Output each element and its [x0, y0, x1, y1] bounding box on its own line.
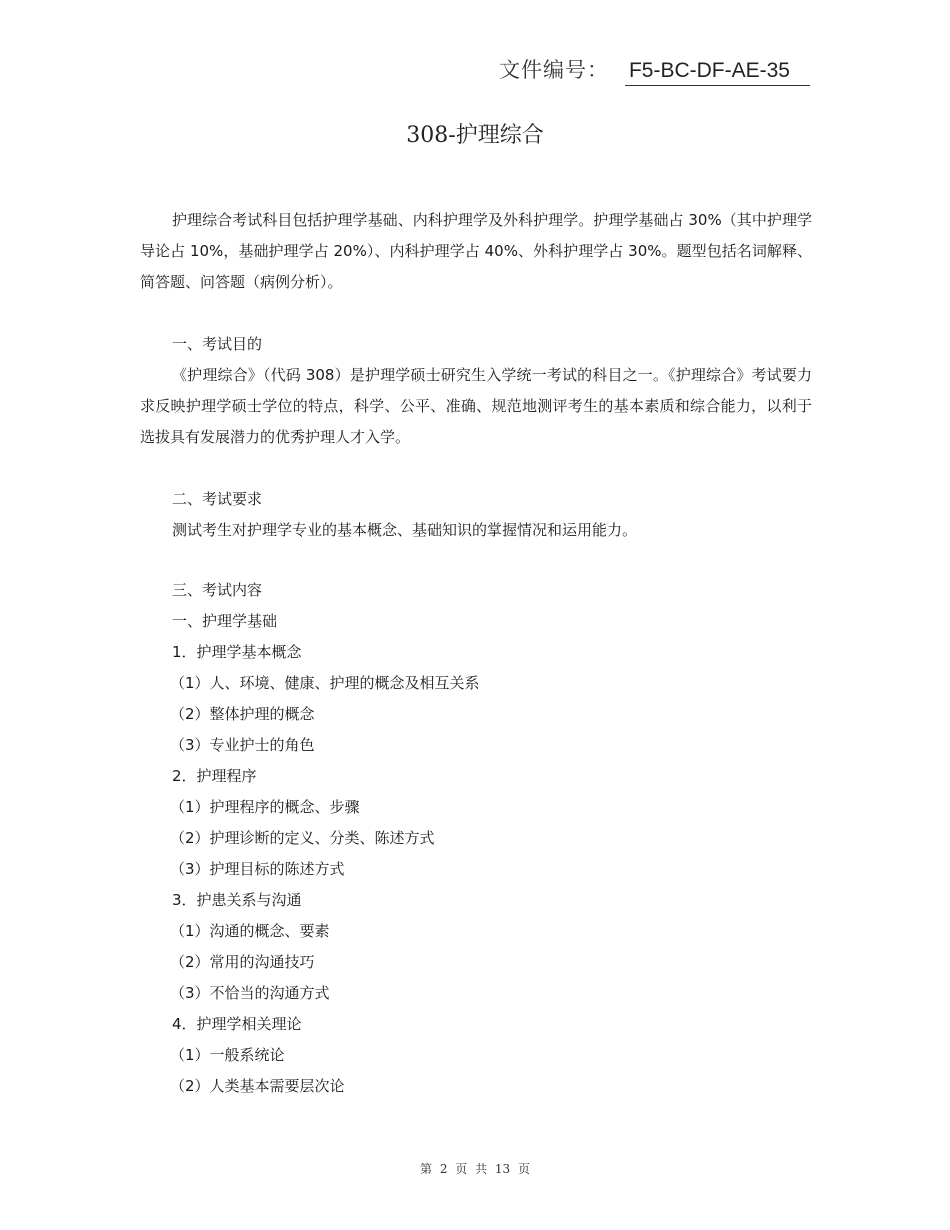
- section-paragraph: 《护理综合》（代码 308）是护理学硕士研究生入学统一考试的科目之一。《护理综合》考试要力求反映护理学硕士学位的特点，科学、公平、准确、规范地测评考生的基本素质和综合能力，以利于选拔具有发展潜力的优秀护理人才入学。: [140, 366, 812, 446]
- intro-paragraph: 护理综合考试科目包括护理学基础、内科护理学及外科护理学。护理学基础占 30%（其中护理学导论占 10%，基础护理学占 20%）、内科护理学占 40%、外科护理学占 30%。题型包括名词解释、简答题、问答题（病例分析）。: [140, 211, 812, 291]
- list-item: 1．护理学基本概念: [172, 643, 302, 661]
- list-item: （1）一般系统论: [170, 1046, 285, 1064]
- section-exam-requirements: [140, 484, 812, 546]
- list-item: （1）人、环境、健康、护理的概念及相互关系: [170, 674, 480, 692]
- list-item: （2）人类基本需要层次论: [170, 1077, 345, 1095]
- document-number-label: 文件编号：: [498, 58, 609, 82]
- document-number: [499, 54, 810, 86]
- section-exam-purpose: [140, 329, 812, 453]
- page-title: 308-护理综合: [406, 123, 544, 148]
- list-item: （1）护理程序的概念、步骤: [170, 798, 360, 816]
- section-heading: 三、考试内容: [172, 581, 263, 599]
- section-exam-contents: [140, 575, 812, 1102]
- list-item: 4．护理学相关理论: [172, 1015, 302, 1033]
- section-paragraph: 测试考生对护理学专业的基本概念、基础知识的掌握情况和运用能力。: [172, 521, 638, 539]
- section-heading: 一、考试目的: [172, 335, 263, 353]
- list-item: （2）常用的沟通技巧: [170, 953, 315, 971]
- list-item: （2）护理诊断的定义、分类、陈述方式: [170, 829, 435, 847]
- list-item: 3．护患关系与沟通: [172, 891, 302, 909]
- page-footer: 第 2 页 共 13 页: [420, 1162, 530, 1176]
- list-item: （3）不恰当的沟通方式: [170, 984, 330, 1002]
- list-item: （1）沟通的概念、要素: [170, 922, 330, 940]
- list-item: 一、护理学基础: [172, 612, 278, 630]
- list-item: （3）护理目标的陈述方式: [170, 860, 345, 878]
- list-item: 2．护理程序: [172, 767, 257, 785]
- document-number-value: F5-BC-DF-AE-35: [625, 59, 810, 86]
- section-heading: 二、考试要求: [172, 490, 263, 508]
- list-item: （2）整体护理的概念: [170, 705, 315, 723]
- list-item: （3）专业护士的角色: [170, 736, 315, 754]
